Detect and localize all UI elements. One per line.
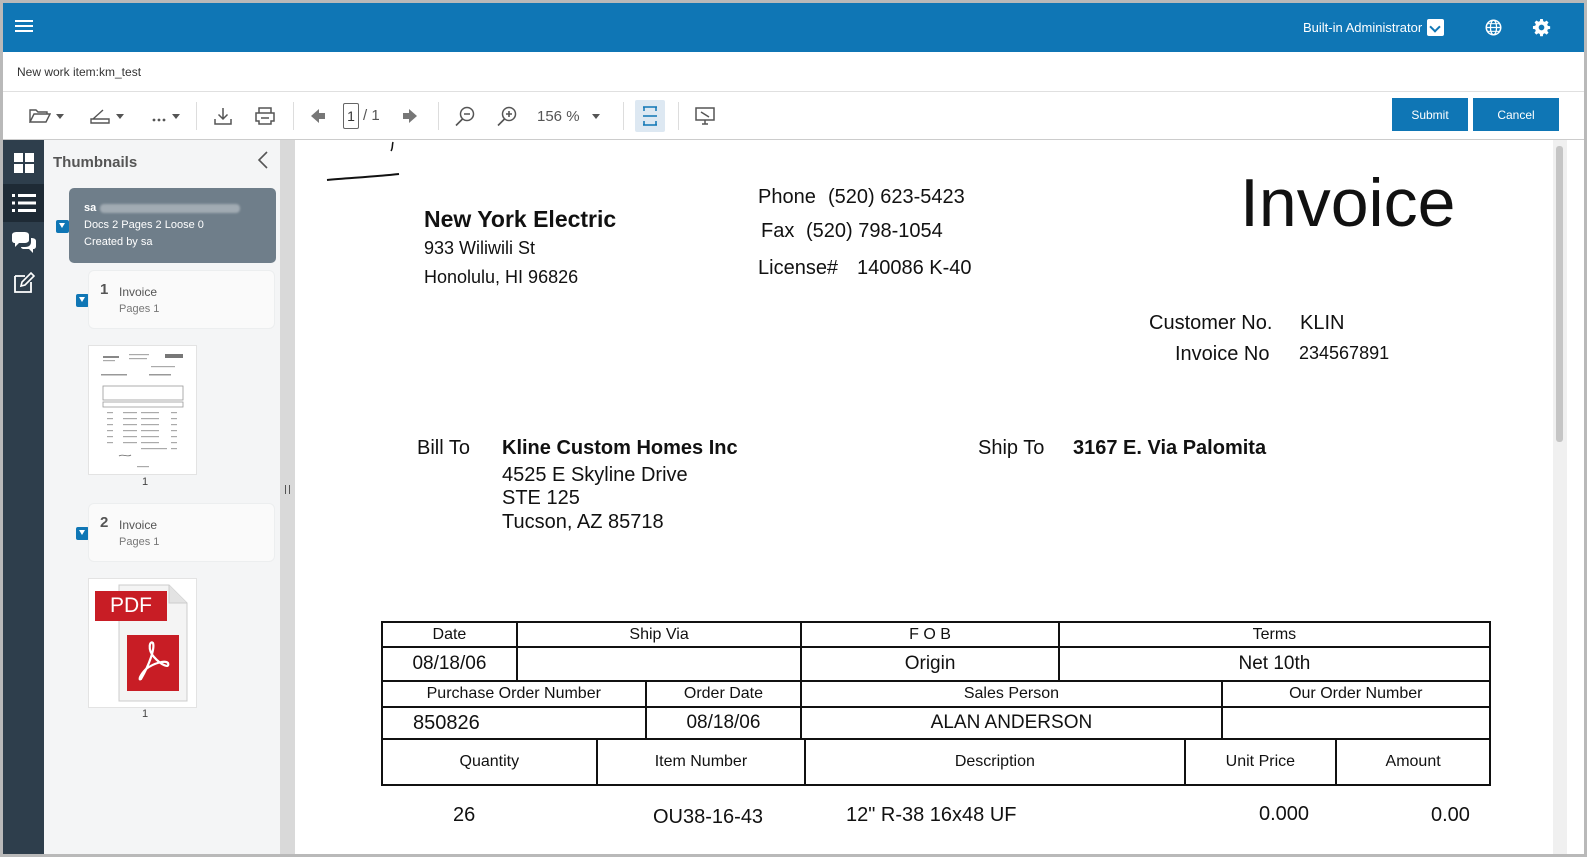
header-sales-person: Sales Person: [801, 681, 1221, 707]
viewer-toolbar: [3, 92, 1584, 140]
invoice-header-table: [381, 621, 1491, 682]
download-button[interactable]: [213, 92, 233, 140]
header-po-number: Purchase Order Number: [382, 681, 646, 707]
panel-title: Thumbnails: [53, 154, 138, 171]
more-options-button[interactable]: [151, 92, 180, 140]
thumbnail-label: 1: [142, 476, 149, 488]
edit-icon: [13, 272, 35, 294]
bill-to-line-2: STE 125: [502, 487, 580, 509]
document-number: 1: [100, 281, 109, 298]
license-label: License#: [758, 257, 839, 279]
chevron-left-icon[interactable]: [256, 150, 270, 170]
next-page-button[interactable]: [401, 92, 419, 140]
work-item-title: New work item:km_test: [17, 65, 142, 79]
bill-to-line-1: 4525 E Skyline Drive: [502, 464, 688, 486]
batch-summary: Docs 2 Pages 2 Loose 0: [84, 219, 204, 231]
arrow-left-icon: [309, 107, 327, 125]
invoice-thumbnail-preview: [89, 346, 196, 474]
left-rail: [3, 140, 44, 854]
scrollbar-thumb[interactable]: [1556, 146, 1563, 442]
header-terms: Terms: [1059, 622, 1490, 647]
line-description: 12" R-38 16x48 UF: [846, 804, 1017, 826]
cancel-button[interactable]: Cancel: [1473, 98, 1559, 131]
company-address-2: Honolulu, HI 96826: [424, 267, 579, 287]
value-po-number: 850826: [382, 707, 646, 739]
panel-splitter[interactable]: [280, 140, 295, 854]
line-item-number: OU38-16-43: [653, 806, 764, 828]
value-sales-person: ALAN ANDERSON: [801, 707, 1221, 739]
list-view-tab[interactable]: [3, 184, 44, 222]
document-number: 2: [100, 514, 109, 531]
user-menu[interactable]: [1303, 3, 1444, 52]
company-name: New York Electric: [424, 206, 617, 232]
header-fob: F O B: [801, 622, 1059, 647]
grid-icon: [13, 152, 35, 174]
zoom-out-button[interactable]: [454, 92, 476, 140]
header-amount: Amount: [1336, 739, 1490, 785]
comments-tab[interactable]: [3, 224, 44, 262]
globe-icon[interactable]: [1485, 19, 1502, 36]
bill-to-line-3: Tucson, AZ 85718: [502, 511, 664, 533]
document-type: Invoice: [119, 518, 158, 532]
arrow-right-icon: [401, 107, 419, 125]
invoice-order-table: [381, 680, 1491, 740]
line-unit-price: 0.000: [1259, 803, 1310, 825]
value-date: 08/18/06: [382, 647, 517, 681]
invoice-items-header: [381, 738, 1491, 786]
previous-page-button[interactable]: [309, 92, 327, 140]
page-thumbnail-1[interactable]: [88, 345, 197, 475]
presentation-mode-button[interactable]: [694, 92, 716, 140]
customer-no-value: KLIN: [1300, 312, 1345, 334]
printer-icon: [254, 106, 276, 126]
scan-menu-button[interactable]: [89, 92, 124, 140]
work-item-title-bar: [3, 52, 1584, 92]
header-quantity: Quantity: [382, 739, 597, 785]
chevron-down-icon: [1427, 19, 1444, 36]
user-name: Built-in Administrator: [1303, 20, 1423, 35]
more-icon: [151, 108, 167, 124]
fax-label: Fax: [761, 220, 795, 242]
annotations-tab[interactable]: [3, 264, 44, 302]
monitor-icon: [694, 106, 716, 126]
value-our-order-number: [1222, 707, 1490, 739]
gear-icon[interactable]: [1532, 18, 1551, 37]
page-count: / 1: [363, 107, 380, 124]
line-amount: 0.00: [1431, 804, 1470, 826]
download-icon: [213, 106, 233, 126]
handwriting-mark: [325, 140, 415, 190]
batch-expand-toggle[interactable]: [56, 220, 69, 233]
zoom-level-select[interactable]: 156 %: [537, 108, 580, 125]
value-terms: Net 10th: [1059, 647, 1490, 681]
thumbnails-panel: [44, 140, 280, 854]
batch-created-by: Created by sa: [84, 236, 153, 248]
page-thumbnail-2[interactable]: [88, 578, 197, 708]
document-pages: Pages 1: [119, 303, 160, 315]
ship-to-label: Ship To: [978, 437, 1045, 459]
batch-card[interactable]: [69, 188, 276, 263]
header-unit-price: Unit Price: [1185, 739, 1337, 785]
header-ship-via: Ship Via: [517, 622, 801, 647]
zoom-in-button[interactable]: [496, 92, 518, 140]
chat-bubbles-icon: [10, 231, 38, 255]
header-our-order-number: Our Order Number: [1222, 681, 1490, 707]
batch-user: sa: [84, 202, 97, 214]
phone-value: (520) 623-5423: [828, 186, 965, 208]
value-fob: Origin: [801, 647, 1059, 681]
viewer-scrollbar[interactable]: [1553, 140, 1567, 854]
document-pages: Pages 1: [119, 536, 160, 548]
scanner-icon: [89, 108, 111, 124]
folder-open-icon: [29, 108, 51, 124]
print-button[interactable]: [254, 92, 276, 140]
header-item-number: Item Number: [597, 739, 806, 785]
pdf-label: PDF: [110, 594, 152, 617]
submit-button[interactable]: Submit: [1392, 98, 1468, 131]
fax-value: (520) 798-1054: [806, 220, 943, 242]
redacted-timestamp: [100, 204, 240, 213]
value-order-date: 08/18/06: [646, 707, 802, 739]
license-value: 140086 K-40: [857, 257, 972, 279]
company-address-1: 933 Wiliwili St: [424, 238, 536, 258]
fit-width-button[interactable]: [635, 100, 665, 132]
zoom-in-icon: [496, 105, 518, 127]
bill-to-name: Kline Custom Homes Inc: [502, 437, 738, 459]
document-2[interactable]: [88, 503, 275, 562]
hamburger-menu-icon[interactable]: [15, 17, 33, 35]
value-ship-via: [517, 647, 801, 681]
thumbnails-tab[interactable]: [3, 144, 44, 182]
header-description: Description: [805, 739, 1184, 785]
header-order-date: Order Date: [646, 681, 802, 707]
list-icon: [11, 192, 37, 214]
thumbnail-label: 1: [142, 708, 149, 720]
customer-no-label: Customer No.: [1149, 312, 1273, 334]
ship-to-address: 3167 E. Via Palomita: [1073, 437, 1267, 459]
header-date: Date: [382, 622, 517, 647]
document-type: Invoice: [119, 285, 158, 299]
document-1[interactable]: [88, 270, 275, 329]
phone-label: Phone: [758, 186, 816, 208]
invoice-no-value: 234567891: [1299, 343, 1390, 363]
invoice-no-label: Invoice No: [1175, 343, 1270, 365]
invoice-title: Invoice: [1240, 165, 1456, 241]
bill-to-label: Bill To: [417, 437, 470, 459]
fit-width-icon: [642, 106, 658, 126]
top-bar: [3, 3, 1584, 52]
zoom-caret-icon: [592, 114, 600, 119]
zoom-out-icon: [454, 105, 476, 127]
page-number-input[interactable]: 1: [343, 103, 359, 129]
open-menu-button[interactable]: [29, 92, 64, 140]
line-quantity: 26: [453, 804, 476, 826]
document-viewer: [295, 140, 1553, 854]
